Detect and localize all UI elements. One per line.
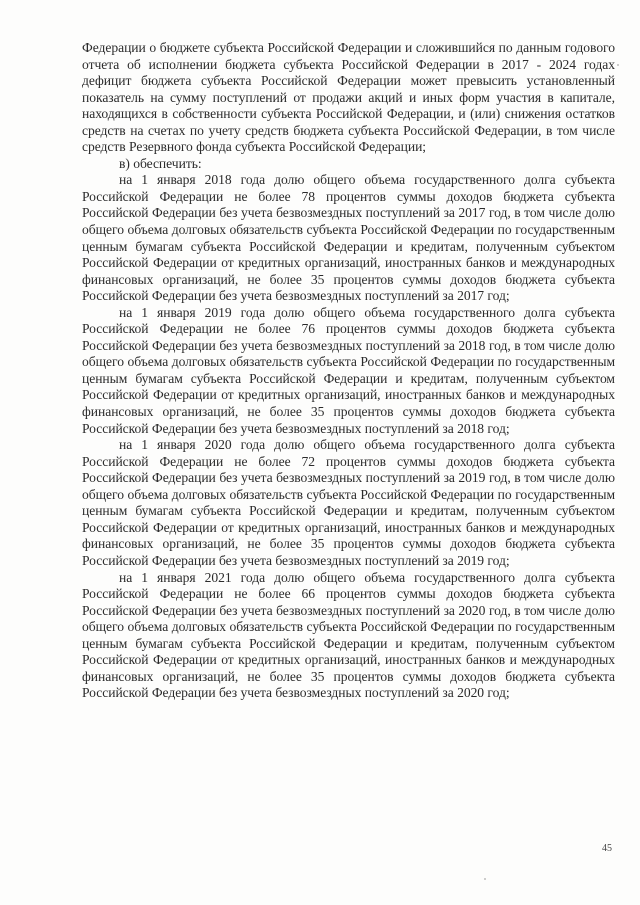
scan-speck bbox=[617, 64, 619, 66]
paragraph-2021: на 1 января 2021 года долю общего объема государственного долга субъекта Российской Федерации не более 66 процентов суммы доходов бюджета субъекта Российской Федерации без учета безвозмездных поступлений за 2020 год, в том числе долю общего объема долговых обязательств субъекта Российской Федерации по государственным ценным бумагам субъекта Российской Федерации и кредитам, полученным субъектом Российской Федерации от кредитных организаций, иностранных банков и международных финансовых организаций, не более 35 процентов суммы доходов бюджета субъекта Российской Федерации без учета безвозмездных поступлений за 2020 год; bbox=[82, 569, 615, 701]
scan-speck bbox=[484, 878, 486, 880]
paragraph-2019: на 1 января 2019 года долю общего объема государственного долга субъекта Российской Федерации не более 76 процентов суммы доходов бюджета субъекта Российской Федерации без учета безвозмездных поступлений за 2018 год, в том числе долю общего объема долговых обязательств субъекта Российской Федерации по государственным ценным бумагам субъекта Российской Федерации и кредитам, полученным субъектом Российской Федерации от кредитных организаций, иностранных банков и международных финансовых организаций, не более 35 процентов суммы доходов бюджета субъекта Российской Федерации без учета безвозмездных поступлений за 2018 год; bbox=[82, 304, 615, 436]
body-text bbox=[82, 40, 615, 702]
paragraph-continuation: Федерации о бюджете субъекта Российской Федерации и сложившийся по данным годового отчета об исполнении бюджета субъекта Российской Федерации в 2017 - 2024 годах дефицит бюджета субъекта Российской Федерации может превысить установленный показатель на сумму поступлений от продажи акций и иных форм участия в капитале, находящихся в собственности субъекта Российской Федерации, и (или) снижения остатков средств на счетах по учету средств бюджета субъекта Российской Федерации, в том числе средств Резервного фонда субъекта Российской Федерации; bbox=[82, 40, 615, 155]
paragraph-2018: на 1 января 2018 года долю общего объема государственного долга субъекта Российской Федерации не более 78 процентов суммы доходов бюджета субъекта Российской Федерации без учета безвозмездных поступлений за 2017 год, в том числе долю общего объема долговых обязательств субъекта Российской Федерации по государственным ценным бумагам субъекта Российской Федерации и кредитам, полученным субъектом Российской Федерации от кредитных организаций, иностранных банков и международных финансовых организаций, не более 35 процентов суммы доходов бюджета субъекта Российской Федерации без учета безвозмездных поступлений за 2017 год; bbox=[82, 172, 615, 304]
paragraph-subitem-v: в) обеспечить: bbox=[119, 155, 202, 171]
page-number: 45 bbox=[602, 843, 612, 854]
paragraph-2020: на 1 января 2020 года долю общего объема государственного долга субъекта Российской Федерации не более 72 процентов суммы доходов бюджета субъекта Российской Федерации без учета безвозмездных поступлений за 2019 год, в том числе долю общего объема долговых обязательств субъекта Российской Федерации по государственным ценным бумагам субъекта Российской Федерации и кредитам, полученным субъектом Российской Федерации от кредитных организаций, иностранных банков и международных финансовых организаций, не более 35 процентов суммы доходов бюджета субъекта Российской Федерации без учета безвозмездных поступлений за 2019 год; bbox=[82, 437, 615, 568]
